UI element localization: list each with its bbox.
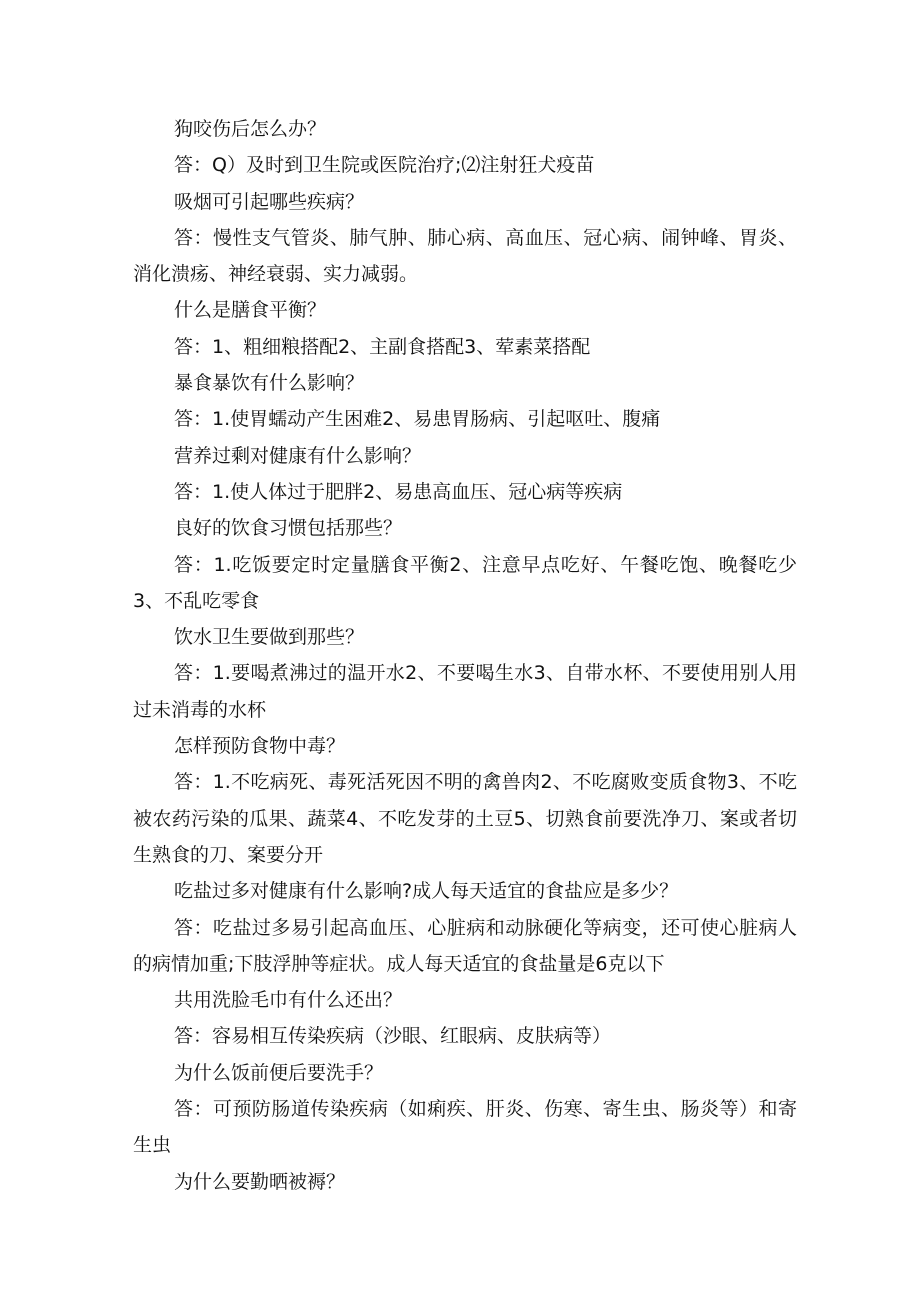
question-hand-washing: 为什么饭前便后要洗手？: [174, 1061, 384, 1084]
answer-eating-habits: 答：1.吃饭要定时定量膳食平衡2、注意早点吃好、午餐吃饱、晚餐吃少3、不乱吃零食: [133, 553, 797, 612]
question-shared-towel: 共用洗脸毛巾有什么还出？: [174, 989, 403, 1012]
answer-smoking-diseases: 答：慢性支气管炎、肺气肿、肺心病、高血压、冠心病、闹钟峰、胃炎、消化溃疡、神经衰弱、实力减弱。: [133, 226, 797, 286]
question-smoking-diseases: 吸烟可引起哪些疾病？: [174, 190, 365, 213]
answer-overeating: 答：1.使胃蠕动产生困难2、易患胃肠病、引起呕吐、腹痛: [174, 408, 661, 431]
answer-overnutrition: 答：1.使人体过于肥胖2、易患高血压、冠心病等疾病: [174, 480, 623, 503]
question-water-hygiene: 饮水卫生要做到那些？: [174, 626, 365, 649]
answer-shared-towel: 答：容易相互传染疾病（沙眼、红眼病、皮肤病等）: [174, 1025, 612, 1048]
question-overeating: 暴食暴饮有什么影响？: [174, 372, 365, 395]
question-eating-habits: 良好的饮食习惯包括那些？: [174, 517, 403, 540]
question-sun-bedding: 为什么要勤晒被褥？: [174, 1170, 346, 1193]
answer-hand-washing: 答：可预防肠道传染疾病（如痢疾、肝炎、伤寒、寄生虫、肠炎等）和寄生虫: [133, 1098, 797, 1157]
document-body: [133, 111, 797, 1200]
answer-water-hygiene: 答：1.要喝煮沸过的温开水2、不要喝生水3、自带水杯、不要使用别人用过未消毒的水杯: [133, 662, 797, 721]
question-salt-intake: 吃盐过多对健康有什么影响?成人每天适宜的食盐应是多少？: [174, 880, 679, 903]
question-balanced-diet: 什么是膳食平衡？: [174, 299, 327, 322]
answer-balanced-diet: 答：1、粗细粮搭配2、主副食搭配3、荤素菜搭配: [174, 335, 591, 358]
question-dog-bite: 狗咬伤后怎么办？: [174, 118, 327, 140]
answer-salt-intake: 答：吃盐过多易引起高血压、心脏病和动脉硬化等病变，还可使心脏病人的病情加重;下肢浮肿等症状。成人每天适宜的食盐量是6克以下: [133, 916, 797, 975]
answer-food-poisoning: 答：1.不吃病死、毒死活死因不明的禽兽肉2、不吃腐败变质食物3、不吃被农药污染的瓜果、蔬菜4、不吃发芽的土豆5、切熟食前要洗净刀、案或者切生熟食的刀、案要分开: [133, 771, 797, 866]
question-overnutrition: 营养过剩对健康有什么影响？: [174, 444, 422, 467]
question-food-poisoning: 怎样预防食物中毒？: [174, 735, 346, 758]
answer-dog-bite: 答：Q）及时到卫生院或医院治疗;⑵注射狂犬疫苗: [174, 154, 595, 177]
